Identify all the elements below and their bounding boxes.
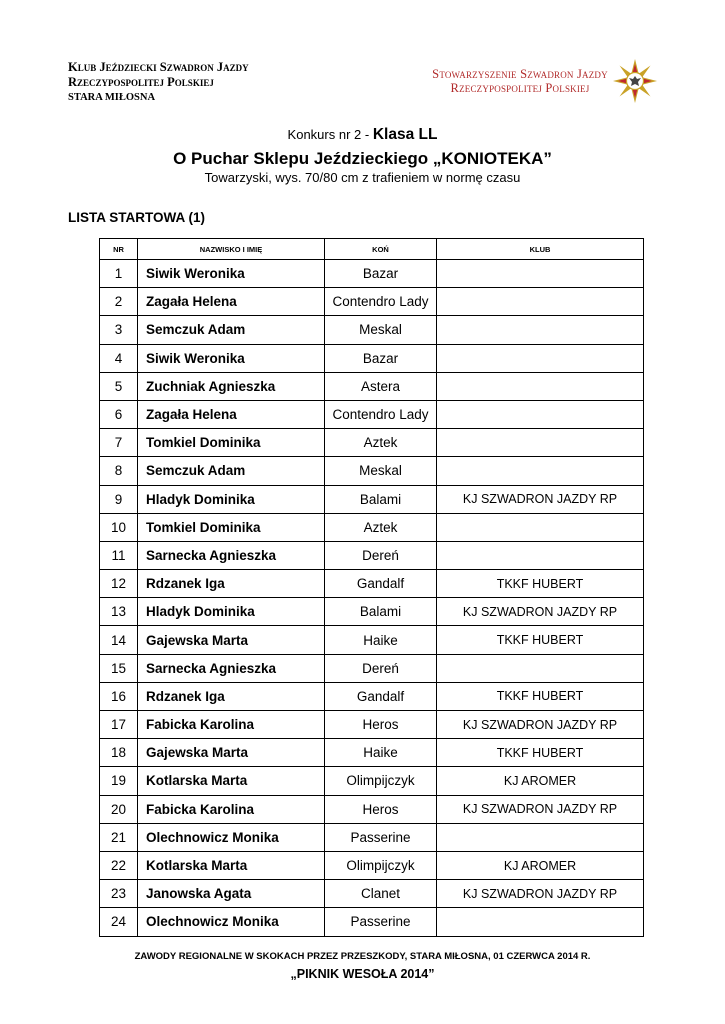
- cell-name: Janowska Agata: [138, 880, 325, 908]
- competition-subtitle: Towarzyski, wys. 70/80 cm z trafieniem w normę czasu: [204, 170, 521, 185]
- table-row: [100, 598, 644, 626]
- cell-name: Rdzanek Iga: [138, 570, 325, 598]
- cell-name: Siwik Weronika: [138, 260, 325, 288]
- cell-horse: Clanet: [325, 880, 437, 908]
- cell-club: KJ SZWADRON JAZDY RP: [437, 795, 644, 823]
- cell-horse: Dereń: [325, 654, 437, 682]
- column-header-club: KLUB: [437, 239, 644, 260]
- cell-nr: 2: [100, 288, 138, 316]
- cell-nr: 6: [100, 400, 138, 428]
- cell-name: Sarnecka Agnieszka: [138, 654, 325, 682]
- club-location: STARA MIŁOSNA: [68, 92, 156, 103]
- cell-horse: Passerine: [325, 908, 437, 936]
- table-row: [100, 316, 644, 344]
- cell-name: Siwik Weronika: [138, 344, 325, 372]
- cell-nr: 22: [100, 851, 138, 879]
- cell-nr: 9: [100, 485, 138, 513]
- cell-club: TKKF HUBERT: [437, 682, 644, 710]
- cell-horse: Passerine: [325, 823, 437, 851]
- club-name-line1: Klub Jeździecki Szwadron Jazdy: [68, 60, 249, 74]
- cell-club: [437, 316, 644, 344]
- table-row: [100, 795, 644, 823]
- cell-club: [437, 260, 644, 288]
- cell-horse: Contendro Lady: [325, 288, 437, 316]
- cell-name: Olechnowicz Monika: [138, 823, 325, 851]
- table-row: [100, 288, 644, 316]
- cell-club: [437, 513, 644, 541]
- association-name-line2: Rzeczypospolitej Polskiej: [450, 81, 590, 95]
- cell-club: [437, 908, 644, 936]
- cell-horse: Gandalf: [325, 682, 437, 710]
- cell-horse: Gandalf: [325, 570, 437, 598]
- cell-club: KJ AROMER: [437, 767, 644, 795]
- club-name-line2: Rzeczypospolitej Polskiej: [68, 75, 214, 89]
- cell-nr: 21: [100, 823, 138, 851]
- table-row: [100, 851, 644, 879]
- cell-nr: 3: [100, 316, 138, 344]
- cell-name: Gajewska Marta: [138, 626, 325, 654]
- cell-horse: Meskal: [325, 316, 437, 344]
- cell-club: TKKF HUBERT: [437, 570, 644, 598]
- table-row: [100, 654, 644, 682]
- cell-nr: 12: [100, 570, 138, 598]
- cell-club: [437, 457, 644, 485]
- cell-horse: Balami: [325, 598, 437, 626]
- cell-horse: Aztek: [325, 513, 437, 541]
- table-row: [100, 739, 644, 767]
- cell-name: Hladyk Dominika: [138, 485, 325, 513]
- cell-nr: 4: [100, 344, 138, 372]
- table-row: [100, 711, 644, 739]
- club-name-block: [68, 60, 249, 105]
- cell-nr: 13: [100, 598, 138, 626]
- cell-nr: 14: [100, 626, 138, 654]
- cell-nr: 16: [100, 682, 138, 710]
- table-row: [100, 513, 644, 541]
- association-name-line1: Stowarzyszenie Szwadron Jazdy: [432, 67, 608, 81]
- footer-event-info: ZAWODY REGIONALNE W SKOKACH PRZEZ PRZESZKODY, STARA MIŁOSNA, 01 CZERWCA 2014 R.: [134, 951, 591, 962]
- cell-club: KJ SZWADRON JAZDY RP: [437, 711, 644, 739]
- cell-club: [437, 372, 644, 400]
- column-header-nr: NR: [100, 239, 138, 260]
- cell-horse: Haike: [325, 626, 437, 654]
- eagle-cross-emblem-icon: [612, 58, 658, 104]
- cell-horse: Meskal: [325, 457, 437, 485]
- cell-nr: 15: [100, 654, 138, 682]
- cell-name: Rdzanek Iga: [138, 682, 325, 710]
- cell-horse: Bazar: [325, 260, 437, 288]
- table-row: [100, 823, 644, 851]
- cell-name: Fabicka Karolina: [138, 711, 325, 739]
- cell-name: Zuchniak Agnieszka: [138, 372, 325, 400]
- cell-nr: 1: [100, 260, 138, 288]
- cell-club: [437, 823, 644, 851]
- cell-name: Olechnowicz Monika: [138, 908, 325, 936]
- table-row: [100, 541, 644, 569]
- table-row: [100, 372, 644, 400]
- competition-title: O Puchar Sklepu Jeździeckiego „KONIOTEKA”: [173, 149, 552, 168]
- cell-horse: Aztek: [325, 429, 437, 457]
- cell-horse: Balami: [325, 485, 437, 513]
- cell-horse: Heros: [325, 711, 437, 739]
- cell-name: Gajewska Marta: [138, 739, 325, 767]
- cell-name: Zagała Helena: [138, 288, 325, 316]
- column-header-name: NAZWISKO I IMIĘ: [138, 239, 325, 260]
- cell-club: [437, 400, 644, 428]
- table-row: [100, 880, 644, 908]
- cell-club: TKKF HUBERT: [437, 739, 644, 767]
- cell-name: Kotlarska Marta: [138, 851, 325, 879]
- table-row: [100, 485, 644, 513]
- competition-label: Konkurs nr 2 -: [287, 127, 370, 142]
- cell-nr: 18: [100, 739, 138, 767]
- start-list-heading: LISTA STARTOWA (1): [68, 210, 205, 225]
- cell-nr: 19: [100, 767, 138, 795]
- association-name: [425, 67, 615, 95]
- cell-nr: 5: [100, 372, 138, 400]
- cell-nr: 8: [100, 457, 138, 485]
- cell-nr: 23: [100, 880, 138, 908]
- cell-name: Semczuk Adam: [138, 457, 325, 485]
- cell-club: [437, 429, 644, 457]
- cell-horse: Dereń: [325, 541, 437, 569]
- cell-name: Tomkiel Dominika: [138, 513, 325, 541]
- table-row: [100, 344, 644, 372]
- cell-club: [437, 654, 644, 682]
- cell-club: [437, 344, 644, 372]
- cell-nr: 17: [100, 711, 138, 739]
- cell-horse: Astera: [325, 372, 437, 400]
- cell-club: [437, 541, 644, 569]
- cell-horse: Bazar: [325, 344, 437, 372]
- table-row: [100, 400, 644, 428]
- cell-club: TKKF HUBERT: [437, 626, 644, 654]
- cell-nr: 10: [100, 513, 138, 541]
- column-header-horse: KOŃ: [325, 239, 437, 260]
- cell-name: Semczuk Adam: [138, 316, 325, 344]
- cell-club: KJ SZWADRON JAZDY RP: [437, 485, 644, 513]
- cell-club: KJ SZWADRON JAZDY RP: [437, 598, 644, 626]
- cell-nr: 24: [100, 908, 138, 936]
- cell-horse: Heros: [325, 795, 437, 823]
- cell-club: [437, 288, 644, 316]
- table-row: [100, 908, 644, 936]
- cell-horse: Olimpijczyk: [325, 767, 437, 795]
- cell-club: KJ SZWADRON JAZDY RP: [437, 880, 644, 908]
- table-row: [100, 767, 644, 795]
- footer-event-name: „PIKNIK WESOŁA 2014”: [290, 967, 435, 981]
- cell-nr: 11: [100, 541, 138, 569]
- cell-name: Tomkiel Dominika: [138, 429, 325, 457]
- table-row: [100, 626, 644, 654]
- cell-name: Sarnecka Agnieszka: [138, 541, 325, 569]
- cell-club: KJ AROMER: [437, 851, 644, 879]
- table-row: [100, 682, 644, 710]
- competition-class: Klasa LL: [372, 126, 438, 143]
- cell-name: Fabicka Karolina: [138, 795, 325, 823]
- cell-name: Hladyk Dominika: [138, 598, 325, 626]
- cell-name: Kotlarska Marta: [138, 767, 325, 795]
- competition-number: [0, 126, 725, 144]
- cell-nr: 20: [100, 795, 138, 823]
- table-row: [100, 570, 644, 598]
- cell-nr: 7: [100, 429, 138, 457]
- table-row: [100, 429, 644, 457]
- table-row: [100, 457, 644, 485]
- table-row: [100, 260, 644, 288]
- cell-horse: Haike: [325, 739, 437, 767]
- cell-horse: Contendro Lady: [325, 400, 437, 428]
- cell-horse: Olimpijczyk: [325, 851, 437, 879]
- table-header-row: [100, 239, 644, 260]
- cell-name: Zagała Helena: [138, 400, 325, 428]
- start-list-table: [99, 238, 644, 937]
